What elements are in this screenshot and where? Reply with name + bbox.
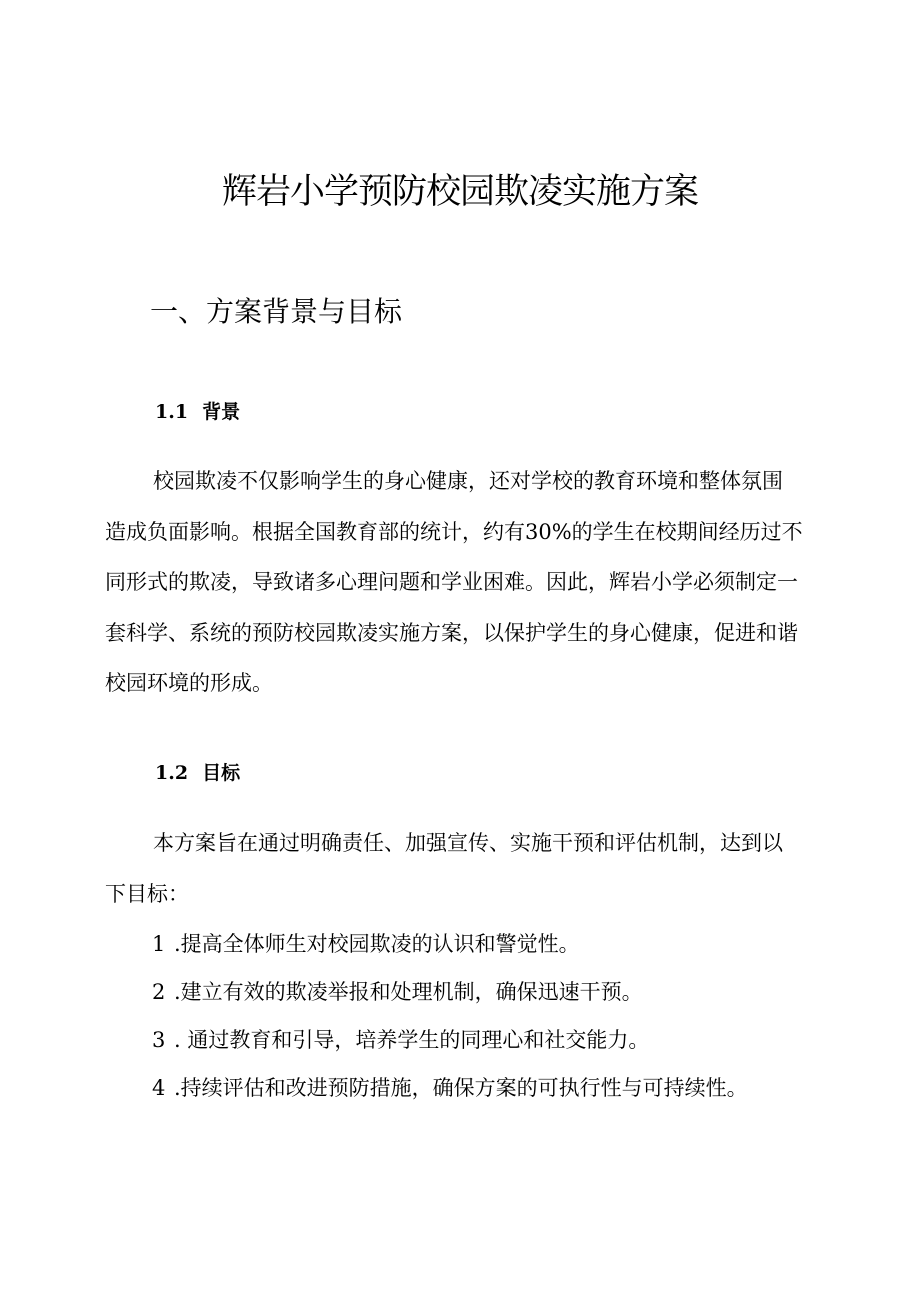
list-item-text: . 通过教育和引导，培养学生的同理心和社交能力。 xyxy=(174,1028,650,1052)
list-item-text: .提高全体师生对校园欺凌的认识和警觉性。 xyxy=(174,932,580,956)
goals-list xyxy=(152,920,748,1112)
paragraph-line: 同形式的欺凌，导致诸多心理问题和学业困难。因此，辉岩小学必须制定一 xyxy=(105,570,798,594)
list-item xyxy=(152,1016,748,1064)
list-item-text: .建立有效的欺凌举报和处理机制，确保迅速干预。 xyxy=(174,980,643,1004)
subsection-title: 背景 xyxy=(202,401,241,423)
subsection-title: 目标 xyxy=(202,762,241,784)
list-item xyxy=(152,968,748,1016)
section-heading: 一、方案背景与目标 xyxy=(150,295,403,328)
paragraph-line: 本方案旨在通过明确责任、加强宣传、实施干预和评估机制，达到以 xyxy=(153,831,783,855)
list-item xyxy=(152,1064,748,1112)
list-item-text: .持续评估和改进预防措施，确保方案的可执行性与可持续性。 xyxy=(174,1076,748,1100)
goals-paragraph xyxy=(105,818,821,919)
subsection-number: 1.2 xyxy=(155,762,189,784)
subsection-heading-goals xyxy=(155,759,240,787)
subsection-heading-background xyxy=(155,398,240,426)
paragraph-line: 套科学、系统的预防校园欺凌实施方案，以保护学生的身心健康，促进和谐 xyxy=(105,620,798,645)
paragraph-line: 下目标： xyxy=(105,881,189,906)
list-item-number: 1 xyxy=(152,932,166,956)
background-paragraph xyxy=(105,456,821,709)
paragraph-line: 校园环境的形成。 xyxy=(105,671,273,695)
list-item xyxy=(152,920,748,968)
document-title: 辉岩小学预防校园欺凌实施方案 xyxy=(221,172,698,212)
list-item-number: 3 xyxy=(152,1028,166,1052)
paragraph-line: 造成负面影响。根据全国教育部的统计，约有30%的学生在校期间经历过不 xyxy=(105,519,803,544)
paragraph-line: 校园欺凌不仅影响学生的身心健康，还对学校的教育环境和整体氛围 xyxy=(153,469,783,493)
list-item-number: 4 xyxy=(152,1076,166,1100)
list-item-number: 2 xyxy=(152,980,166,1004)
subsection-number: 1.1 xyxy=(155,401,189,423)
